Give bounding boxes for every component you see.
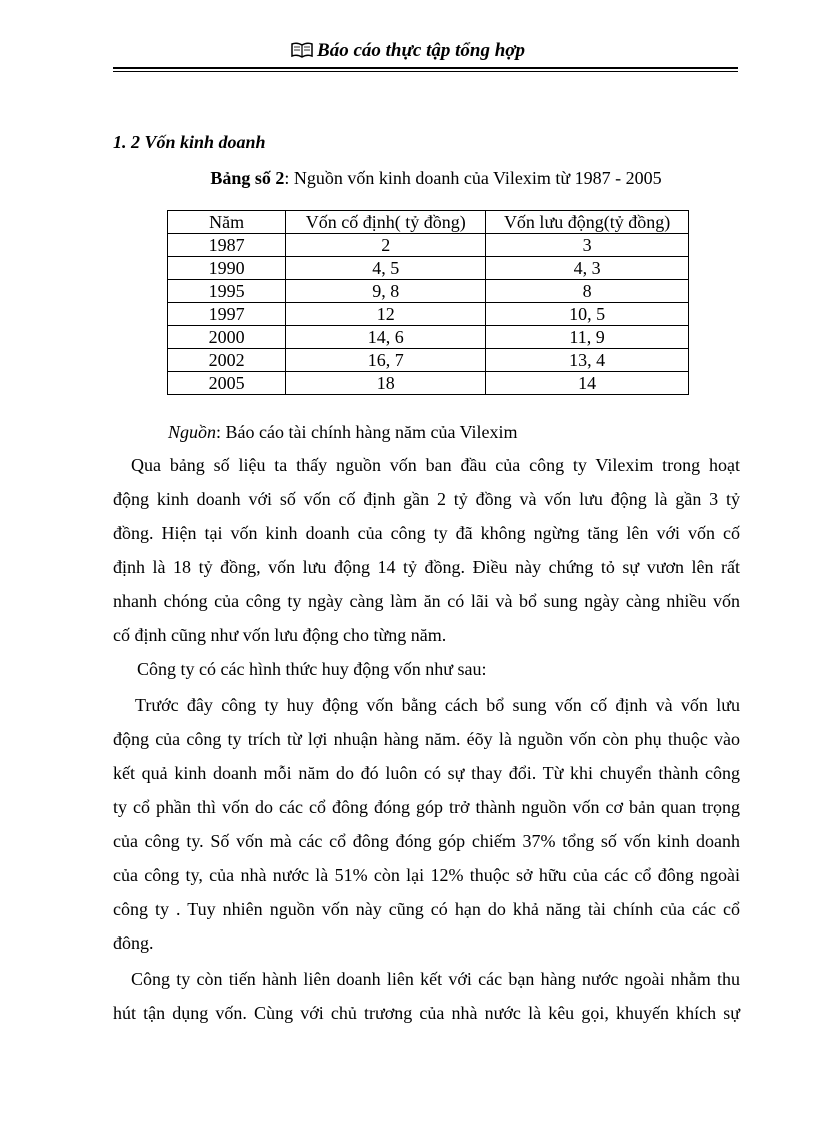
paragraph-line: cố định cũng như vốn lưu động cho từng năm.: [113, 625, 447, 645]
cell-fixed-capital: 9, 8: [286, 280, 486, 303]
cell-fixed-capital: 12: [286, 303, 486, 326]
cell-fixed-capital: 14, 6: [286, 326, 486, 349]
cell-working-capital: 3: [486, 234, 689, 257]
cell-fixed-capital: 4, 5: [286, 257, 486, 280]
paragraph-line: Công ty còn tiến hành liên doanh liên kết với các bạn hàng nước ngoài nhằm thu: [131, 969, 740, 989]
paragraph-line: nhanh chóng của công ty ngày càng làm ăn có lãi và bổ sung ngày càng nhiều vốn: [113, 591, 740, 611]
paragraph-line: công ty . Tuy nhiên nguồn vốn này cũng có hạn do khả năng tài chính của các cổ: [113, 899, 740, 919]
table-caption: [0, 168, 816, 189]
cell-fixed-capital: 2: [286, 234, 486, 257]
header-title: Báo cáo thực tập tổng hợp: [317, 40, 525, 61]
header-rule-thin: [113, 71, 738, 72]
paragraph-line: đồng. Hiện tại vốn kinh doanh của công ty đã không ngừng tăng lên với vốn cố: [113, 523, 740, 543]
cell-working-capital: 14: [486, 372, 689, 395]
source-text: : Báo cáo tài chính hàng năm của Vilexim: [216, 422, 518, 442]
column-header-year: Năm: [168, 211, 286, 234]
cell-working-capital: 13, 4: [486, 349, 689, 372]
source-label: Nguồn: [168, 422, 217, 442]
cell-year: 2000: [168, 326, 286, 349]
cell-year: 2005: [168, 372, 286, 395]
cell-fixed-capital: 18: [286, 372, 486, 395]
table-row: [168, 303, 689, 326]
column-header-fixed-capital: Vốn cố định( tỷ đồng): [286, 211, 486, 234]
cell-year: 1995: [168, 280, 286, 303]
cell-year: 1990: [168, 257, 286, 280]
paragraph-line: đông.: [113, 933, 154, 953]
table-caption-text: : Nguồn vốn kinh doanh của Vilexim từ 1987 - 2005: [284, 168, 662, 188]
section-title: 1. 2 Vốn kinh doanh: [113, 132, 266, 152]
paragraph-line: động của công ty trích từ lợi nhuận hàng năm. éõy là nguồn vốn còn phụ thuộc vào: [113, 729, 740, 749]
paragraph-line: định là 18 tỷ đồng, vốn lưu động 14 tỷ đồng. Điều này chứng tỏ sự vươn lên rất: [113, 557, 740, 577]
table-header-row: [168, 211, 689, 234]
table-row: [168, 372, 689, 395]
paragraph-line: của công ty. Số vốn mà các cổ đông đóng góp chiếm 37% tổng số vốn kinh doanh: [113, 831, 740, 851]
paragraph-line: kết quả kinh doanh mỗi năm do đó luôn có sự thay đổi. Từ khi chuyển thành công: [113, 763, 740, 783]
cell-year: 1997: [168, 303, 286, 326]
header-rule-thick: [113, 67, 738, 69]
cell-working-capital: 11, 9: [486, 326, 689, 349]
column-header-working-capital: Vốn lưu động(tỷ đồng): [486, 211, 689, 234]
table-row: [168, 280, 689, 303]
cell-working-capital: 10, 5: [486, 303, 689, 326]
paragraph-3: [113, 688, 740, 960]
book-icon: [291, 40, 313, 61]
capital-table: [167, 210, 689, 395]
paragraph-line: Trước đây công ty huy động vốn bằng cách bổ sung vốn cố định và vốn lưu: [135, 695, 740, 715]
table-caption-label: Bảng số 2: [210, 168, 285, 188]
paragraph-line: Qua bảng số liệu ta thấy nguồn vốn ban đầu của công ty Vilexim trong hoạt: [131, 455, 740, 475]
table-source: [168, 422, 518, 443]
table-row: [168, 257, 689, 280]
paragraph-line: hút tận dụng vốn. Cùng với chủ trương của nhà nước là kêu gọi, khuyến khích sự: [113, 1003, 740, 1023]
paragraph-line: động kinh doanh với số vốn cố định gần 2 tỷ đồng và vốn lưu động là gần 3 tỷ: [113, 489, 740, 509]
paragraph-4: [113, 962, 740, 1030]
table-row: [168, 234, 689, 257]
cell-fixed-capital: 16, 7: [286, 349, 486, 372]
paragraph-line: của công ty, của nhà nước là 51% còn lại 12% thuộc sở hữu của các cổ đông ngoài: [113, 865, 740, 885]
cell-working-capital: 4, 3: [486, 257, 689, 280]
paragraph-2: [113, 652, 740, 686]
table-row: [168, 349, 689, 372]
cell-year: 1987: [168, 234, 286, 257]
paragraph-line: ty cổ phần thì vốn do các cổ đông đóng góp trở thành nguồn vốn cơ bản quan trọng: [113, 797, 740, 817]
cell-working-capital: 8: [486, 280, 689, 303]
paragraph-line: Công ty có các hình thức huy động vốn như sau:: [137, 659, 487, 679]
table-row: [168, 326, 689, 349]
paragraph-1: [113, 448, 740, 652]
page-header: [0, 40, 816, 62]
cell-year: 2002: [168, 349, 286, 372]
